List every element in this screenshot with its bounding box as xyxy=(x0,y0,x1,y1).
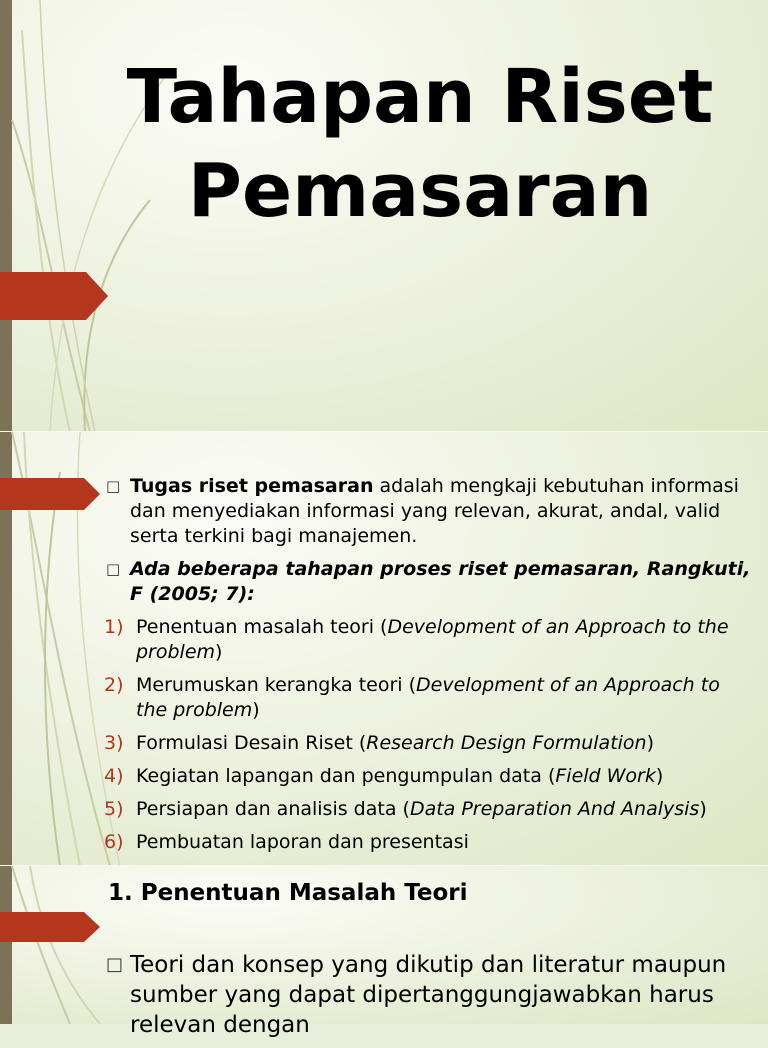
list-item xyxy=(104,557,754,607)
title-slide xyxy=(0,0,768,432)
bullet-bold-text: Tugas riset pemasaran xyxy=(130,475,374,497)
step-italic: Development of an Approach to the problem xyxy=(136,674,720,721)
step-number: 1) xyxy=(104,616,124,638)
bullet-square-icon: □ xyxy=(106,477,121,495)
numbered-step xyxy=(104,764,754,789)
step-text: Penentuan masalah teori ( xyxy=(136,616,388,638)
arrow-tab-icon xyxy=(0,478,100,510)
content-slide xyxy=(0,432,768,866)
step-italic: Field Work xyxy=(555,765,656,787)
arrow-tab-icon xyxy=(0,912,100,942)
section-title: 1. Penentuan Masalah Teori xyxy=(108,880,468,906)
bullet-text: Teori dan konsep yang dikutip dan literatur maupun sumber yang dapat dipertanggungjawabkan harus relevan dengan xyxy=(130,952,727,1038)
list-item xyxy=(104,474,754,549)
step-text: Formulasi Desain Riset ( xyxy=(136,732,367,754)
step-number: 2) xyxy=(104,674,124,696)
step-end: ) xyxy=(646,732,655,754)
step-text: Merumuskan kerangka teori ( xyxy=(136,674,417,696)
step-italic: Development of an Approach to the problem xyxy=(136,616,729,663)
step-end: ) xyxy=(655,765,664,787)
bullet-text: adalah mengkaji kebutuhan informasi dan menyediakan informasi yang relevan, akurat, andal, valid serta terkini bagi manajemen. xyxy=(130,475,739,547)
numbered-step xyxy=(104,797,754,822)
step-italic: Research Design Formulation xyxy=(366,732,647,754)
numbered-step xyxy=(104,673,754,723)
content-body xyxy=(104,950,744,1048)
numbered-step xyxy=(104,615,754,665)
step-end: ) xyxy=(215,641,223,663)
content-body xyxy=(104,474,754,863)
steps-list xyxy=(104,615,754,855)
bullet-square-icon: □ xyxy=(106,954,124,975)
numbered-step xyxy=(104,830,754,855)
numbered-step xyxy=(104,731,754,756)
section-slide xyxy=(0,866,768,1038)
step-text: Kegiatan lapangan dan pengumpulan data ( xyxy=(136,765,556,787)
step-text: Persiapan dan analisis data ( xyxy=(136,798,410,820)
step-end: ) xyxy=(699,798,707,820)
arrow-tab-icon xyxy=(0,272,108,320)
step-number: 4) xyxy=(104,765,124,787)
step-number: 5) xyxy=(104,798,124,820)
step-number: 6) xyxy=(104,831,124,853)
step-end: ) xyxy=(252,699,260,721)
step-italic: Data Preparation And Analysis xyxy=(409,798,700,820)
list-item xyxy=(104,950,744,1040)
step-text: Pembuatan laporan dan presentasi xyxy=(136,831,469,853)
step-number: 3) xyxy=(104,732,124,754)
bullet-square-icon: □ xyxy=(106,560,121,578)
bullet-bold-italic-text: Ada beberapa tahapan proses riset pemasaran, Rangkuti, F (2005; 7): xyxy=(130,558,751,605)
page-title: Tahapan Riset Pemasaran xyxy=(126,54,714,234)
